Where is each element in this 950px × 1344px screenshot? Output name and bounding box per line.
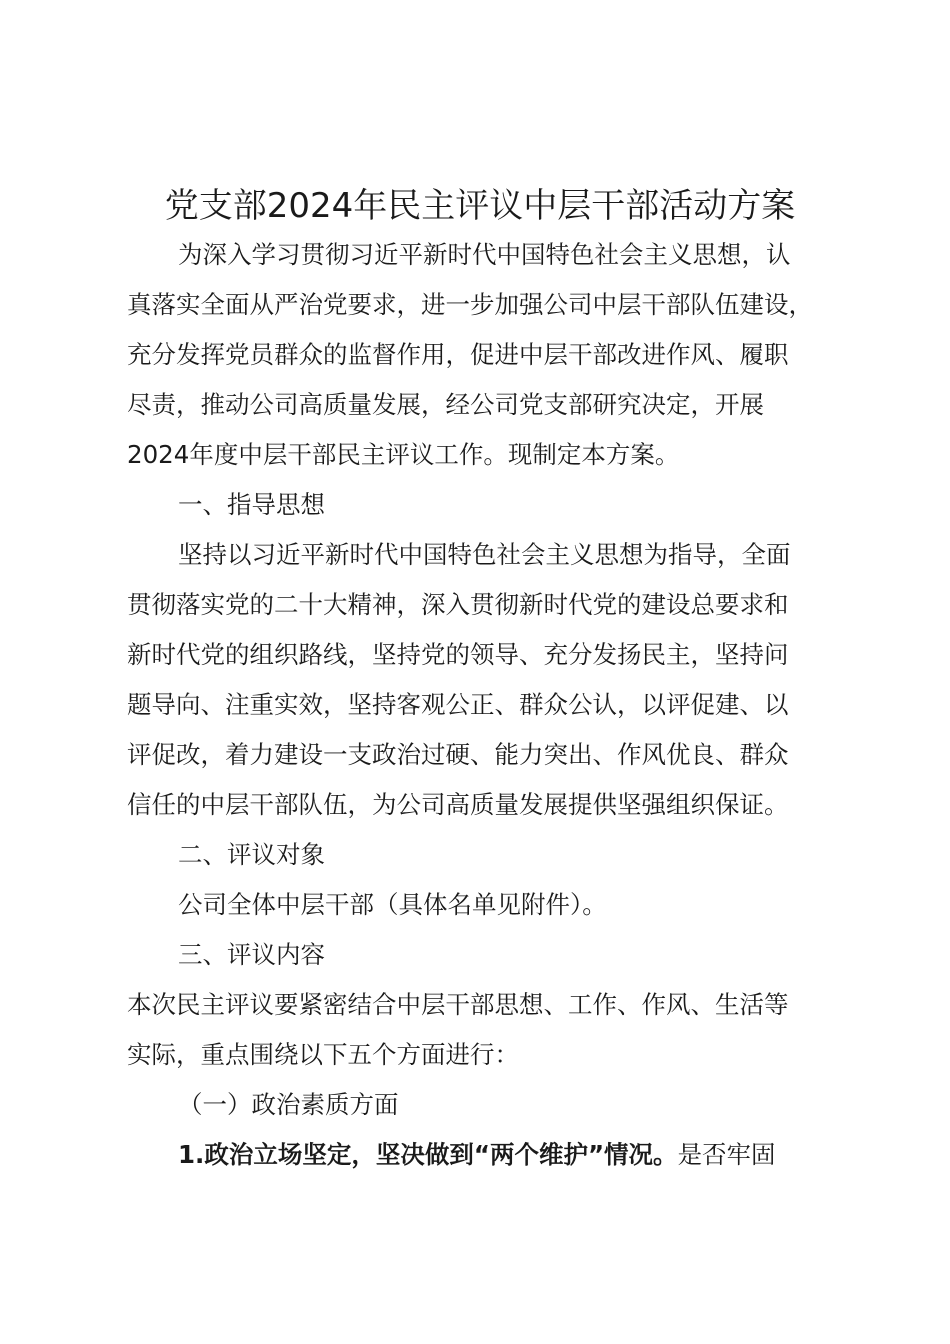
evaluation-content-paragraph [127,980,851,1080]
section-heading-guiding-thought: 一、指导思想 [178,490,325,519]
section-heading-evaluation-content: 三、评议内容 [178,940,325,969]
item-1-line [127,1130,851,1180]
subsection-heading-political-quality: （一）政治素质方面 [178,1090,399,1119]
intro-line: 2024年度中层干部民主评议工作。现制定本方案。 [127,440,680,469]
guiding-line: 评促改，着力建设一支政治过硬、能力突出、作风优良、群众 [127,740,789,769]
guiding-thought-paragraph [127,530,851,830]
document-body [127,230,851,1180]
content-line: 本次民主评议要紧密结合中层干部思想、工作、作风、生活等 [127,990,789,1019]
item-1-text: 是否牢固 [677,1140,776,1169]
intro-line: 充分发挥党员群众的监督作用，促进中层干部改进作风、履职 [127,340,789,369]
guiding-line: 新时代党的组织路线，坚持党的领导、充分发扬民主，坚持问 [127,640,789,669]
content-line: 实际，重点围绕以下五个方面进行： [127,1040,519,1069]
guiding-line: 贯彻落实党的二十大精神，深入贯彻新时代党的建设总要求和 [127,590,789,619]
guiding-line: 信任的中层干部队伍，为公司高质量发展提供坚强组织保证。 [127,790,789,819]
guiding-line: 题导向、注重实效，坚持客观公正、群众公认，以评促建、以 [127,690,789,719]
document-title: 党支部2024年民主评议中层干部活动方案 [164,186,796,226]
evaluation-target-text: 公司全体中层干部（具体名单见附件）。 [178,890,607,919]
item-1-heading: 1.政治立场坚定，坚决做到“两个维护”情况。 [178,1140,678,1169]
intro-line: 为深入学习贯彻习近平新时代中国特色社会主义思想，认 [178,240,791,269]
intro-line: 尽责，推动公司高质量发展，经公司党支部研究决定，开展 [127,390,764,419]
section-heading-evaluation-target: 二、评议对象 [178,840,325,869]
intro-line: 真落实全面从严治党要求，进一步加强公司中层干部队伍建设， [127,290,813,319]
guiding-line: 坚持以习近平新时代中国特色社会主义思想为指导，全面 [178,540,791,569]
intro-paragraph [127,230,851,480]
